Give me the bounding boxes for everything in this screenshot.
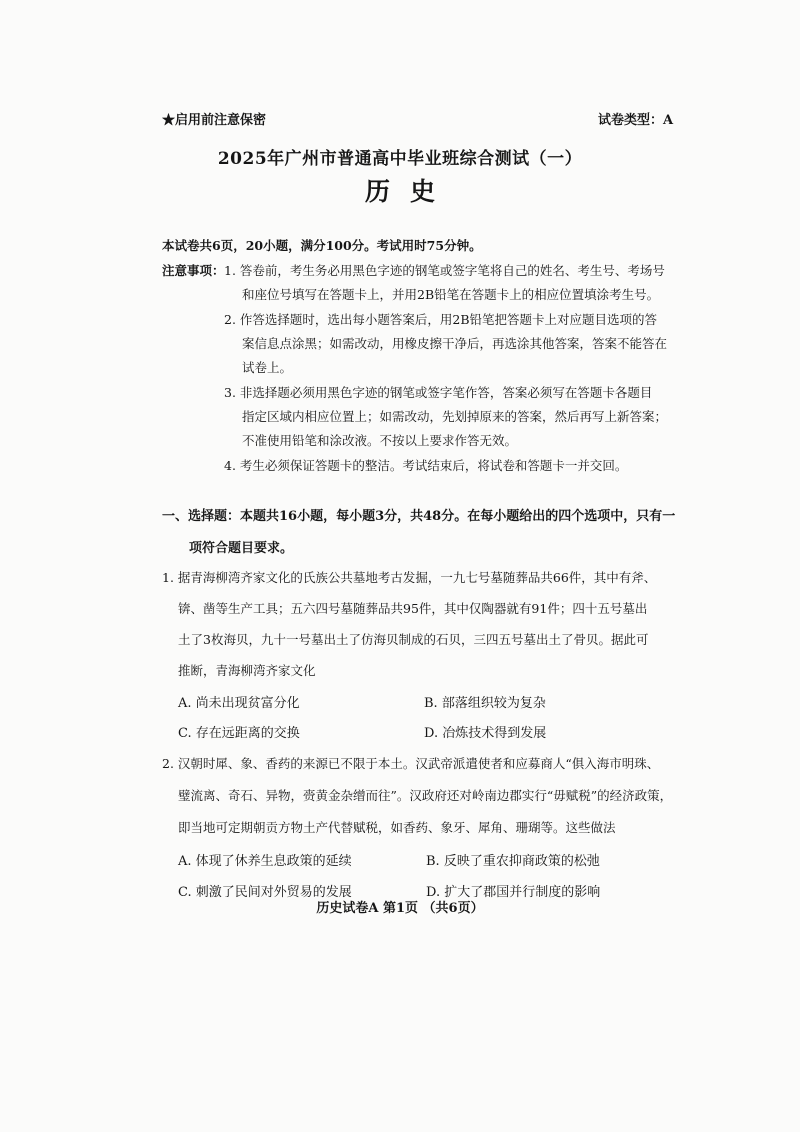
notice-line: 和座位号填写在答题卡上，并用2B铅笔在答题卡上的相应位置填涂考生号。	[242, 287, 660, 302]
option-b[interactable]: B. 反映了重农抑商政策的松弛	[426, 854, 600, 869]
notice-line: 2. 作答选择题时，选出每小题答案后，用2B铅笔把答题卡上对应题目选项的答	[224, 312, 658, 327]
notice-line: 指定区域内相应位置上；如需改动，先划掉原来的答案，然后再写上新答案；	[242, 409, 668, 424]
confidential-notice: ★启用前注意保密	[162, 113, 267, 128]
notice-line: 试卷上。	[242, 360, 293, 375]
exam-intro: 本试卷共6页，20小题，满分100分。考试用时75分钟。	[162, 238, 482, 253]
question-text: 锛、凿等生产工具；五六四号墓随葬品共95件，其中仅陶器就有91件；四十五号墓出	[178, 601, 648, 616]
option-a[interactable]: A. 体现了休养生息政策的延续	[178, 854, 352, 869]
notice-line: 不准使用铅笔和涂改液。不按以上要求作答无效。	[242, 433, 518, 448]
exam-title: 2025年广州市普通高中毕业班综合测试（一）	[217, 149, 583, 169]
subject-title: 历史	[364, 177, 455, 206]
section-line: 一、选择题：本题共16小题，每小题3分，共48分。在每小题给出的四个选项中，只有一	[162, 509, 676, 524]
question-text: 土了3枚海贝，九十一号墓出土了仿海贝制成的石贝，三四五号墓出土了骨贝。据此可	[178, 632, 649, 647]
option-c[interactable]: C. 刺激了民间对外贸易的发展	[178, 885, 352, 900]
section-line: 项符合题目要求。	[189, 541, 294, 556]
notice-line: 4. 考生必须保证答题卡的整洁。考试结束后，将试卷和答题卡一并交回。	[224, 458, 628, 473]
question-text: 即当地可定期朝贡方物土产代替赋税，如香药、象牙、犀角、珊瑚等。这些做法	[178, 820, 616, 835]
option-d[interactable]: D. 扩大了郡国并行制度的影响	[426, 885, 601, 900]
question-text: 1. 据青海柳湾齐家文化的氏族公共墓地考古发掘，一九七号墓随葬品共66件，其中有斧、	[162, 570, 657, 585]
page-footer: 历史试卷A 第1页 （共6页）	[316, 901, 484, 916]
paper-type: 试卷类型：A	[598, 113, 674, 128]
option-a[interactable]: A. 尚未出现贫富分化	[178, 696, 300, 711]
notice-line: 案信息点涂黑；如需改动，用橡皮擦干净后，再选涂其他答案，答案不能答在	[242, 336, 668, 351]
question-text: 璧流离、奇石、异物，赍黄金杂缯而往”。汉政府还对岭南边郡实行“毋赋税”的经济政策，	[178, 788, 673, 803]
option-c[interactable]: C. 存在远距离的交换	[178, 726, 300, 741]
question-text: 推断，青海柳湾齐家文化	[178, 663, 316, 678]
notice-label: 注意事项：	[162, 263, 225, 278]
option-b[interactable]: B. 部落组织较为复杂	[424, 696, 546, 711]
question-text: 2. 汉朝时犀、象、香药的来源已不限于本土。汉武帝派遣使者和应募商人“俱入海市明珠、	[162, 756, 660, 771]
notice-line: 3. 非选择题必须用黑色字迹的钢笔或签字笔作答，答案必须写在答题卡各题目	[224, 385, 653, 400]
notice-line: 1. 答卷前，考生务必用黑色字迹的钢笔或签字笔将自己的姓名、考生号、考场号	[224, 263, 665, 278]
option-d[interactable]: D. 冶炼技术得到发展	[424, 726, 547, 741]
